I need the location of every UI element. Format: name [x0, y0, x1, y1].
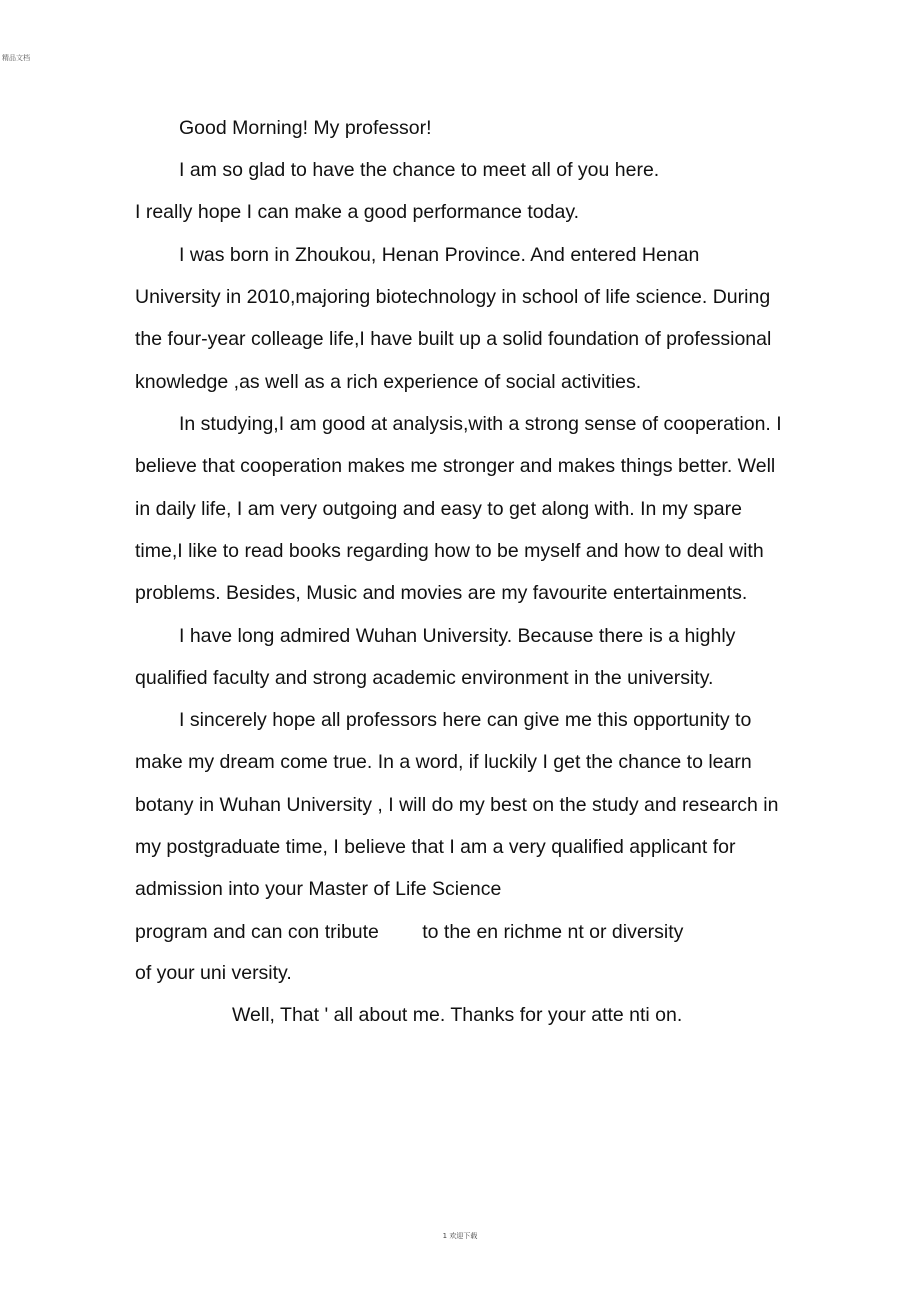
text-line: program and can con tribute to the en richme nt or diversity	[135, 921, 684, 943]
header-note: 精品文档	[2, 54, 30, 62]
text-line: knowledge ,as well as a rich experience of social activities.	[135, 371, 642, 393]
text-line: the four-year colleage life,I have built up a solid foundation of professional	[135, 328, 772, 350]
text-line: I really hope I can make a good performance today.	[135, 201, 580, 223]
text-line: my postgraduate time, I believe that I am a very qualified applicant for	[135, 836, 736, 858]
text-line: problems. Besides, Music and movies are my favourite entertainments.	[135, 582, 748, 604]
greeting-line: Good Morning! My professor!	[179, 117, 432, 139]
text-line: of your uni versity.	[135, 962, 292, 984]
text-line: botany in Wuhan University , I will do my best on the study and research in	[135, 794, 779, 816]
text-line: in daily life, I am very outgoing and easy to get along with. In my spare	[135, 498, 742, 520]
page-footer: 1 欢迎下载	[442, 1232, 478, 1240]
text-line: admission into your Master of Life Science	[135, 878, 502, 900]
text-line: time,I like to read books regarding how to be myself and how to deal with	[135, 540, 764, 562]
text-line: I am so glad to have the chance to meet all of you here.	[179, 159, 660, 181]
text-line: University in 2010,majoring biotechnology in school of life science. During	[135, 286, 771, 308]
text-line: I was born in Zhoukou, Henan Province. And entered Henan	[179, 244, 700, 266]
text-line: In studying,I am good at analysis,with a strong sense of cooperation. I	[179, 413, 782, 435]
closing-line: Well, That ' all about me. Thanks for your atte nti on.	[232, 1004, 683, 1026]
text-line: qualified faculty and strong academic environment in the university.	[135, 667, 714, 689]
text-line: I sincerely hope all professors here can give me this opportunity to	[179, 709, 752, 731]
text-line: make my dream come true. In a word, if luckily I get the chance to learn	[135, 751, 752, 773]
text-line: believe that cooperation makes me stronger and makes things better. Well	[135, 455, 776, 477]
text-line: I have long admired Wuhan University. Because there is a highly	[179, 625, 736, 647]
